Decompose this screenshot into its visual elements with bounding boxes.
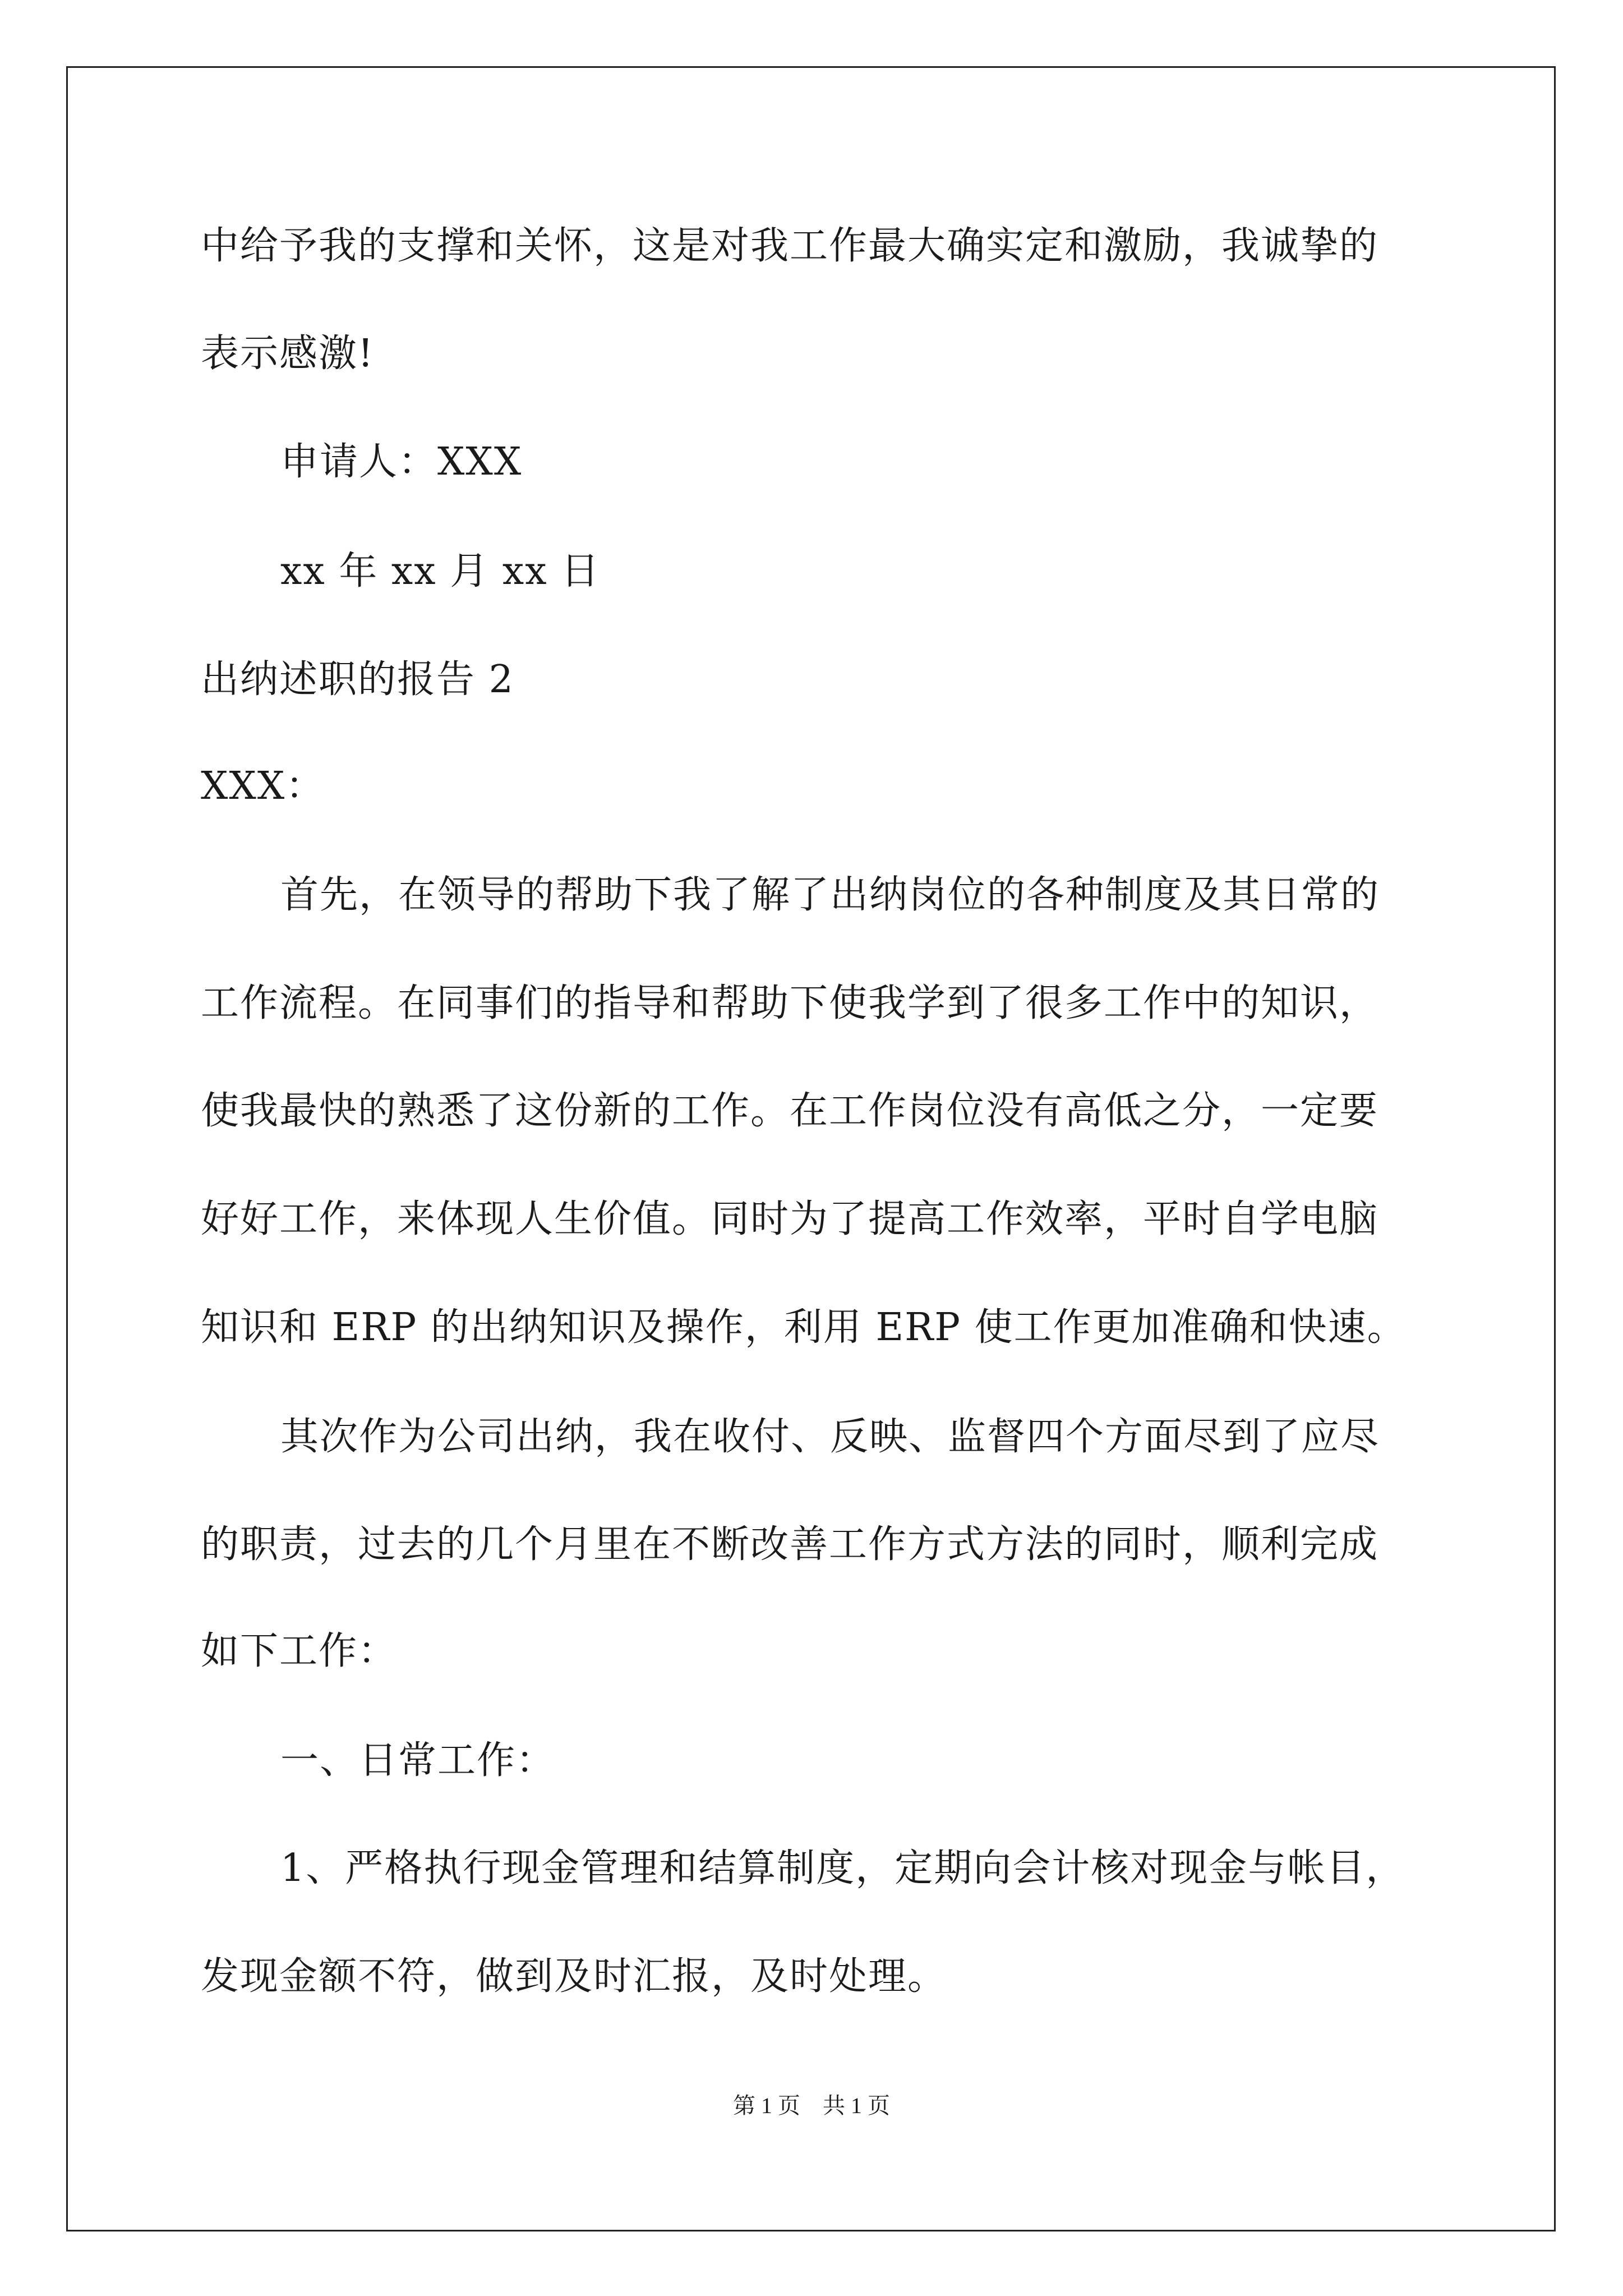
page-border	[66, 66, 1556, 2231]
date-line: xx 年 xx 月 xx 日	[280, 549, 601, 593]
page-total: 共 1 页	[823, 2093, 890, 2118]
paragraph-line: 工作流程。在同事们的指导和帮助下使我学到了很多工作中的知识，	[201, 981, 1379, 1025]
applicant-line: 申请人：XXX	[280, 440, 523, 484]
paragraph-line: 如下工作：	[201, 1629, 398, 1673]
paragraph-line: 好好工作，来体现人生价值。同时为了提高工作效率，平时自学电脑	[201, 1197, 1379, 1241]
paragraph-line: 首先，在领导的帮助下我了解了出纳岗位的各种制度及其日常的	[280, 873, 1380, 917]
paragraph-line: 的职责，过去的几个月里在不断改善工作方式方法的同时，顺利完成	[201, 1522, 1379, 1567]
page-number: 第 1 页	[733, 2093, 800, 2118]
paragraph-line: 表示感激!	[201, 332, 375, 376]
paragraph-line: 使我最快的熟悉了这份新的工作。在工作岗位没有高低之分，一定要	[201, 1089, 1379, 1133]
list-item: 发现金额不符，做到及时汇报，及时处理。	[201, 1954, 947, 1999]
paragraph-line: 中给予我的支撑和关怀，这是对我工作最大确实定和激励，我诚挚的	[201, 224, 1379, 268]
list-heading: 一、日常工作：	[280, 1738, 556, 1783]
section-title: 出纳述职的报告 2	[201, 657, 514, 702]
page-footer	[0, 2088, 1623, 2120]
paragraph-line: 其次作为公司出纳，我在收付、反映、监督四个方面尽到了应尽	[280, 1415, 1380, 1459]
salutation: XXX：	[201, 764, 325, 808]
paragraph-line: 知识和 ERP 的出纳知识及操作，利用 ERP 使工作更加准确和快速。	[201, 1305, 1407, 1350]
list-item: 1、严格执行现金管理和结算制度，定期向会计核对现金与帐目，	[280, 1846, 1405, 1890]
